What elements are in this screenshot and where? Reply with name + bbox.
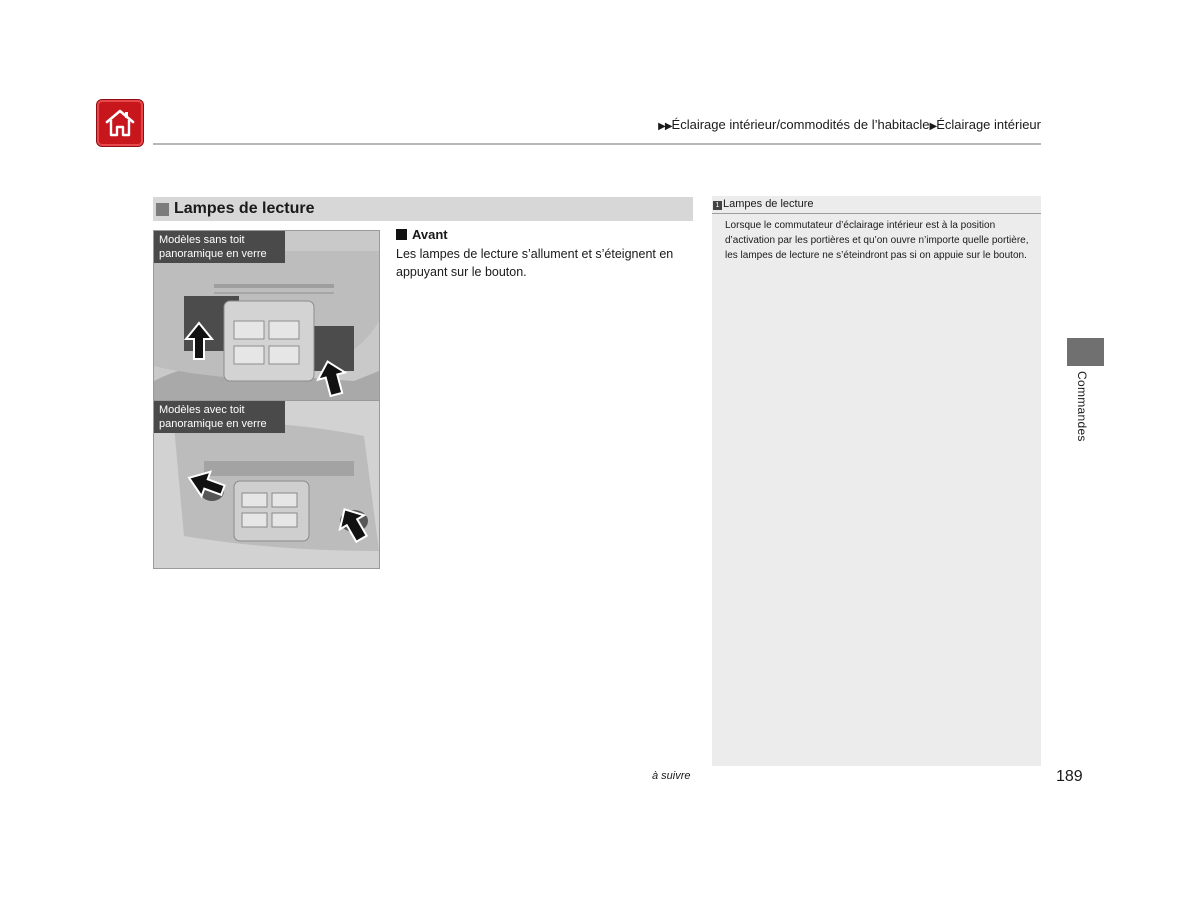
arrow-icon xyxy=(337,505,369,543)
heading-square-marker xyxy=(156,203,169,216)
photo-without-panoramic-roof xyxy=(153,230,380,401)
continued-note: à suivre xyxy=(652,770,691,782)
arrow-icon xyxy=(184,321,214,361)
section-title: Lampes de lecture xyxy=(174,200,315,217)
subheading-label: Avant xyxy=(412,227,448,242)
arrow-icon xyxy=(186,469,226,499)
chapter-tab-label: Commandes xyxy=(1075,371,1089,442)
photo-with-panoramic-roof xyxy=(153,400,380,569)
breadcrumb xyxy=(658,117,1041,132)
page-number: 189 xyxy=(1056,768,1083,785)
notes-sidebar xyxy=(712,196,1041,766)
breadcrumb-arrows: ▶▶ xyxy=(658,121,672,132)
home-button[interactable] xyxy=(97,100,143,146)
sidebar-text: Lorsque le commutateur d’éclairage intérieur est à la position d’activation par les portières et qu’on ouvre n’importe quelle portière, les lampes de lecture ne s’éteindront pas si on appuie sur le bouton. xyxy=(725,220,1029,261)
home-icon xyxy=(104,108,136,138)
arrow-icon xyxy=(316,359,348,397)
header-divider xyxy=(153,143,1041,145)
body-paragraph: Les lampes de lecture s’allument et s’éteignent en appuyant sur le bouton. xyxy=(396,247,674,279)
subheading-square-marker xyxy=(396,229,407,240)
chapter-tab[interactable] xyxy=(1067,338,1104,366)
photo-label: Modèles sans toit panoramique en verre xyxy=(154,231,285,263)
sidebar-title xyxy=(712,196,1041,214)
breadcrumb-separator: ▶ xyxy=(929,121,937,132)
breadcrumb-link-1[interactable]: Éclairage intérieur/commodités de l’habitacle xyxy=(671,117,930,132)
reference-icon: 1 xyxy=(713,201,722,210)
subheading-avant xyxy=(396,227,448,242)
section-heading xyxy=(153,197,693,221)
photo-label: Modèles avec toit panoramique en verre xyxy=(154,401,285,433)
breadcrumb-current: Éclairage intérieur xyxy=(936,117,1041,132)
sidebar-title-text: Lampes de lecture xyxy=(723,198,814,210)
